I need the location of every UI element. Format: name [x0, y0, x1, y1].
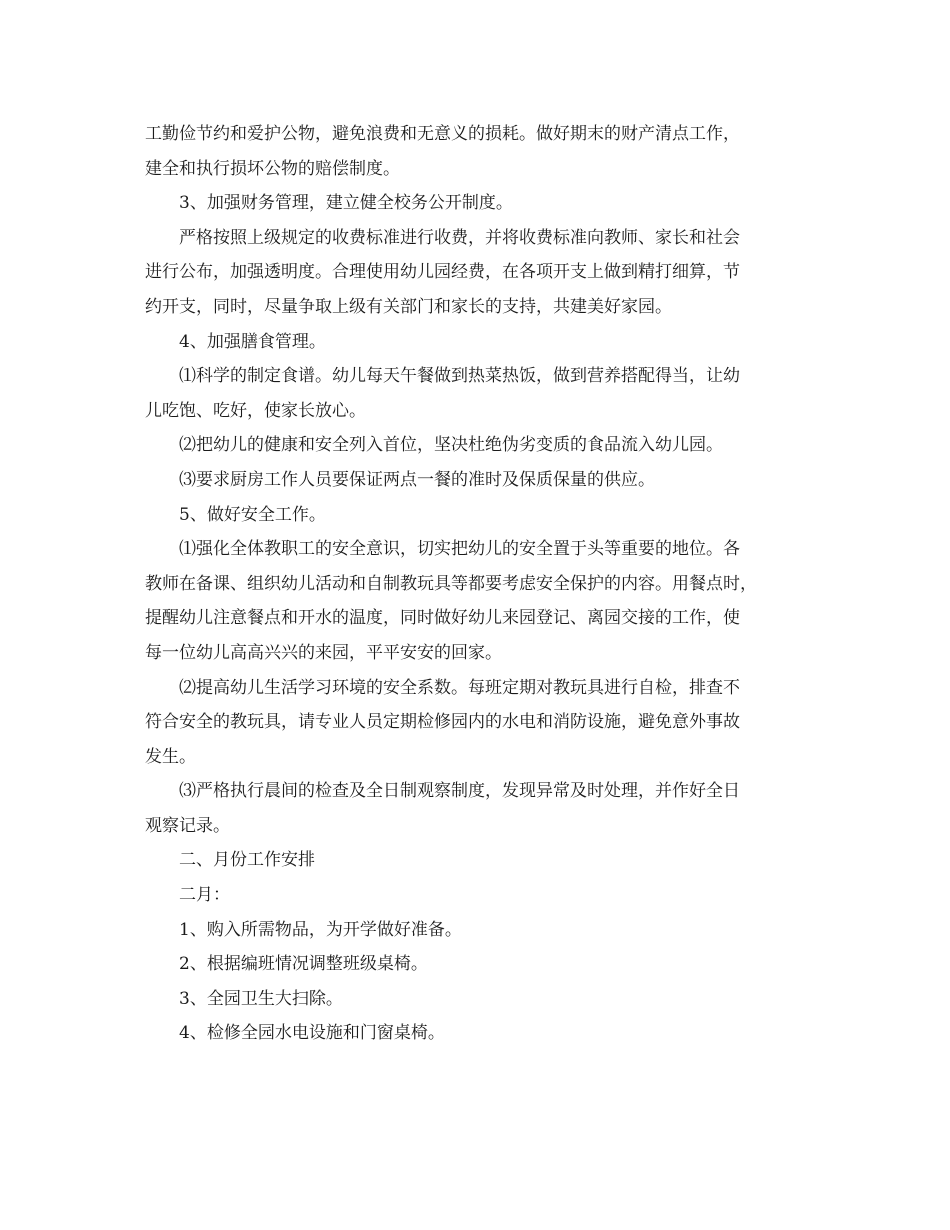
paragraph	[145, 843, 810, 878]
text-line: 儿吃饱、吃好，使家长放心。	[145, 400, 366, 421]
text-line: 二月：	[179, 885, 230, 906]
text-line: 3、全园卫生大扫除。	[179, 988, 343, 1009]
paragraph	[145, 463, 810, 498]
document-body	[145, 117, 810, 1051]
paragraph	[145, 359, 810, 428]
text-line: 3、加强财务管理，建立健全校务公开制度。	[179, 193, 513, 214]
paragraph	[145, 947, 810, 982]
text-line: 每一位幼儿高高兴兴的来园，平平安安的回家。	[145, 642, 502, 663]
text-line: 4、检修全园水电设施和门窗桌椅。	[179, 1023, 445, 1044]
text-line: 观察记录。	[145, 815, 230, 836]
text-line: 2、根据编班情况调整班级桌椅。	[179, 954, 428, 975]
paragraph	[145, 325, 810, 360]
paragraph	[145, 913, 810, 948]
paragraph	[145, 671, 810, 775]
text-line: ⑶严格执行晨间的检查及全日制观察制度，发现异常及时处理，并作好全日	[179, 781, 740, 802]
paragraph	[145, 532, 810, 670]
text-line: 建全和执行损坏公物的赔偿制度。	[145, 158, 400, 179]
text-line: 严格按照上级规定的收费标准进行收费，并将收费标准向教师、家长和社会	[179, 227, 740, 248]
text-line: 1、购入所需物品，为开学做好准备。	[179, 919, 462, 940]
text-line: 约开支，同时，尽量争取上级有关部门和家长的支持，共建美好家园。	[145, 296, 672, 317]
text-line: ⑵把幼儿的健康和安全列入首位，坚决杜绝伪劣变质的食品流入幼儿园。	[179, 435, 723, 456]
paragraph	[145, 221, 810, 325]
text-line: ⑵提高幼儿生活学习环境的安全系数。每班定期对教玩具进行自检，排查不	[179, 677, 740, 698]
text-line: 进行公布，加强透明度。合理使用幼儿园经费，在各项开支上做到精打细算，节	[145, 262, 740, 283]
paragraph	[145, 1016, 810, 1051]
paragraph	[145, 498, 810, 533]
text-line: 发生。	[145, 746, 196, 767]
paragraph	[145, 878, 810, 913]
text-line: 4、加强膳食管理。	[179, 331, 326, 352]
text-line: 教师在备课、组织幼儿活动和自制教玩具等都要考虑安全保护的内容。用餐点时，	[145, 573, 757, 594]
text-line: ⑶要求厨房工作人员要保证两点一餐的准时及保质保量的供应。	[179, 469, 655, 490]
paragraph	[145, 117, 810, 186]
text-line: 二、月份工作安排	[179, 850, 315, 871]
text-line: 工勤俭节约和爱护公物，避免浪费和无意义的损耗。做好期末的财产清点工作，	[145, 124, 740, 144]
text-line: ⑴强化全体教职工的安全意识，切实把幼儿的安全置于头等重要的地位。各	[179, 539, 740, 560]
text-line: ⑴科学的制定食谱。幼儿每天午餐做到热菜热饭，做到营养搭配得当，让幼	[179, 366, 740, 387]
text-line: 提醒幼儿注意餐点和开水的温度，同时做好幼儿来园登记、离园交接的工作，使	[145, 608, 740, 629]
paragraph	[145, 774, 810, 843]
paragraph	[145, 428, 810, 463]
paragraph	[145, 982, 810, 1017]
text-line: 5、做好安全工作。	[179, 504, 326, 525]
paragraph	[145, 186, 810, 221]
text-line: 符合安全的教玩具，请专业人员定期检修园内的水电和消防设施，避免意外事故	[145, 712, 740, 733]
